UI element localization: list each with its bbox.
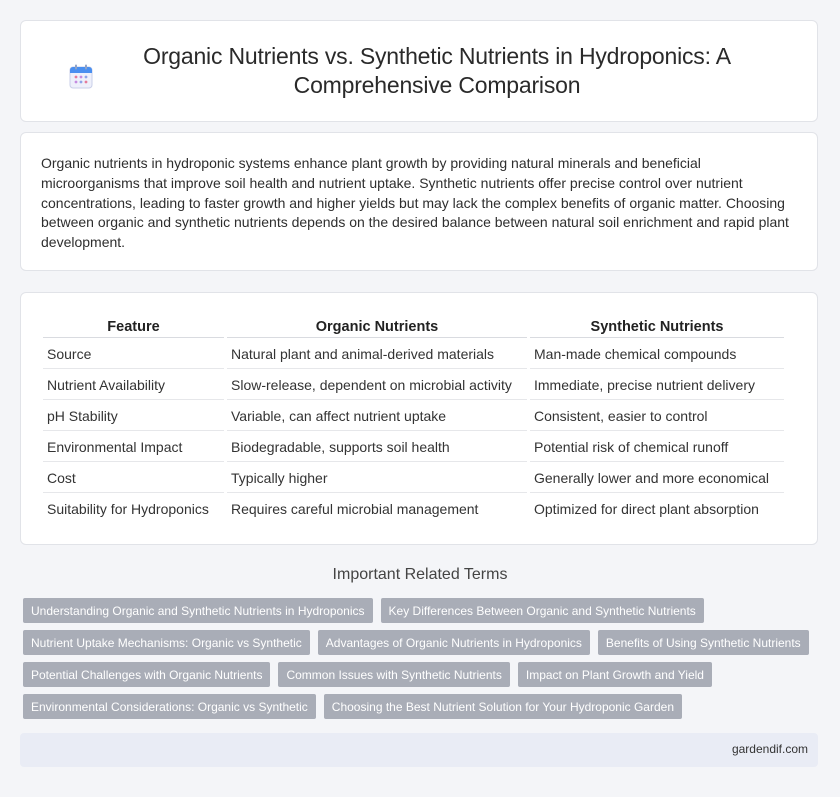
organic-cell: Typically higher bbox=[227, 462, 527, 493]
header-synthetic: Synthetic Nutrients bbox=[530, 315, 784, 338]
feature-cell: Cost bbox=[43, 462, 224, 493]
feature-cell: Suitability for Hydroponics bbox=[47, 501, 209, 517]
related-term-link[interactable]: Impact on Plant Growth and Yield bbox=[518, 662, 712, 687]
header-feature: Feature bbox=[43, 315, 224, 338]
synthetic-cell: Consistent, easier to control bbox=[530, 400, 784, 431]
related-term-link[interactable]: Potential Challenges with Organic Nutrients bbox=[23, 662, 270, 687]
related-term-link[interactable]: Key Differences Between Organic and Synthetic Nutrients bbox=[381, 598, 704, 623]
header-organic: Organic Nutrients bbox=[227, 315, 527, 338]
organic-cell: Requires careful microbial management bbox=[231, 501, 479, 517]
footer-brand-link[interactable]: gardendif.com bbox=[731, 742, 808, 756]
related-term-link[interactable]: Understanding Organic and Synthetic Nutrients in Hydroponics bbox=[23, 598, 373, 623]
synthetic-cell: Potential risk of chemical runoff bbox=[530, 431, 784, 462]
synthetic-cell: Optimized for direct plant absorption bbox=[534, 501, 759, 517]
related-term-link[interactable]: Choosing the Best Nutrient Solution for Your Hydroponic Garden bbox=[324, 694, 682, 719]
footer bbox=[20, 733, 818, 767]
feature-cell: Source bbox=[43, 338, 224, 369]
organic-cell: Variable, can affect nutrient uptake bbox=[227, 400, 527, 431]
related-term-link[interactable]: Benefits of Using Synthetic Nutrients bbox=[598, 630, 809, 655]
synthetic-cell: Immediate, precise nutrient delivery bbox=[530, 369, 784, 400]
table-row bbox=[43, 493, 784, 523]
organic-cell: Biodegradable, supports soil health bbox=[227, 431, 527, 462]
related-term-link[interactable]: Common Issues with Synthetic Nutrients bbox=[278, 662, 509, 687]
feature-cell: pH Stability bbox=[43, 400, 224, 431]
comparison-table-card bbox=[20, 292, 818, 545]
calendar-icon bbox=[69, 64, 93, 90]
table-row bbox=[43, 462, 784, 493]
organic-cell: Slow-release, dependent on microbial activity bbox=[227, 369, 527, 400]
comparison-table bbox=[40, 315, 787, 523]
intro-card bbox=[20, 132, 818, 271]
related-terms-list bbox=[23, 598, 823, 726]
related-term-link[interactable]: Advantages of Organic Nutrients in Hydroponics bbox=[318, 630, 590, 655]
page-title: Organic Nutrients vs. Synthetic Nutrients in Hydroponics: A Comprehensive Comparison bbox=[143, 43, 731, 98]
related-term-link[interactable]: Nutrient Uptake Mechanisms: Organic vs Synthetic bbox=[23, 630, 310, 655]
synthetic-cell: Generally lower and more economical bbox=[530, 462, 784, 493]
intro-paragraph: Organic nutrients in hydroponic systems enhance plant growth by providing natural minerals and beneficial microorganisms that improve soil health and nutrient uptake. Synthetic nutrients offer precise control over nutrient concentrations, leading to faster growth and higher yields but may lack the complex benefits of organic matter. Choosing between organic and synthetic nutrients depends on the desired balance between natural soil enrichment and rapid plant development. bbox=[41, 155, 789, 251]
synthetic-cell: Man-made chemical compounds bbox=[530, 338, 784, 369]
related-term-link[interactable]: Environmental Considerations: Organic vs Synthetic bbox=[23, 694, 316, 719]
feature-cell: Nutrient Availability bbox=[43, 369, 224, 400]
related-terms-title: Important Related Terms bbox=[332, 566, 508, 583]
table-row bbox=[43, 400, 784, 431]
title-wrap bbox=[69, 42, 769, 100]
table-header-row bbox=[43, 315, 784, 338]
table-row bbox=[43, 369, 784, 400]
table-row bbox=[43, 338, 784, 369]
header-card bbox=[20, 20, 818, 122]
organic-cell: Natural plant and animal-derived materials bbox=[227, 338, 527, 369]
table-row bbox=[43, 431, 784, 462]
feature-cell: Environmental Impact bbox=[43, 431, 224, 462]
